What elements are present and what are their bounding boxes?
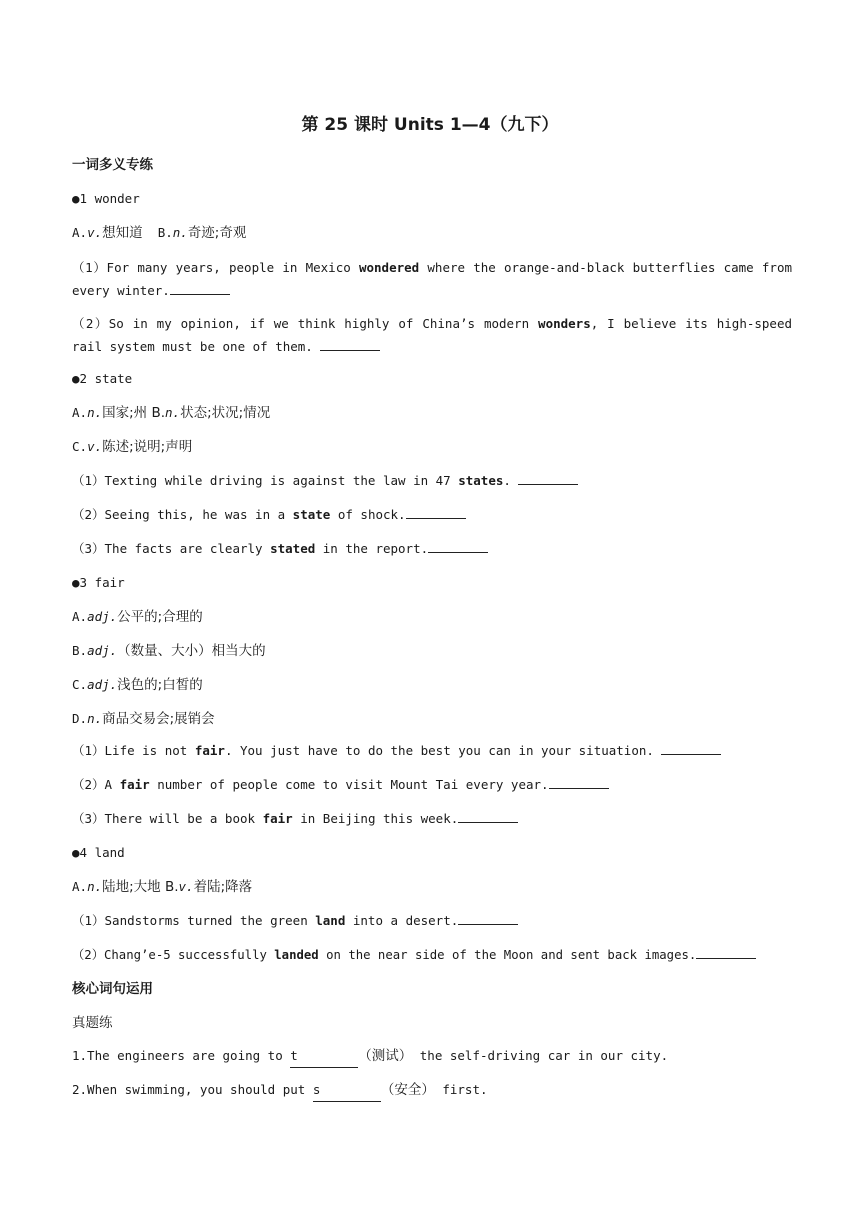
definition-fair-b: B.adj.（数量、大小）相当大的 xyxy=(72,643,266,659)
definitions-state-ab: A.n.国家;州 B.n.状态;状况;情况 xyxy=(72,405,271,421)
exercise-1: 1.The engineers are going to t （测试） the self-driving car in our city. xyxy=(72,1045,792,1068)
sentence-wonder-1: （1）For many years, people in Mexico wondered where the orange-and-black butterflies came from every winter. xyxy=(72,260,792,298)
sentence-land-1: （1）Sandstorms turned the green land into a desert. xyxy=(72,910,792,932)
sentence-wonder-2: （2）So in my opinion, if we think highly of China’s modern wonders, I believe its high-speed rail system must be one of them. xyxy=(72,316,793,354)
answer-blank[interactable]: t xyxy=(290,1045,358,1068)
sentence-state-2: （2）Seeing this, he was in a state of shock. xyxy=(72,504,792,526)
definition-fair-d: D.n.商品交易会;展销会 xyxy=(72,711,215,727)
answer-blank[interactable] xyxy=(696,946,756,959)
sentence-fair-1: （1）Life is not fair. You just have to do the best you can in your situation. xyxy=(72,740,792,762)
page-title: 第 25 课时 Units 1—4（九下） xyxy=(301,115,559,135)
section-heading-polysemy: 一词多义专练 xyxy=(72,157,153,173)
answer-blank[interactable] xyxy=(661,742,721,755)
answer-blank[interactable] xyxy=(170,282,230,295)
answer-blank[interactable] xyxy=(518,472,578,485)
word-head-state: ●2 state xyxy=(72,371,133,386)
definitions-wonder: A.v.想知道 B.n.奇迹;奇观 xyxy=(72,225,247,241)
answer-blank[interactable] xyxy=(458,810,518,823)
definitions-land: A.n.陆地;大地 B.v.着陆;降落 xyxy=(72,879,253,895)
sentence-state-3: （3）The facts are clearly stated in the report. xyxy=(72,538,792,560)
sentence-fair-2: （2）A fair number of people come to visit Mount Tai every year. xyxy=(72,774,792,796)
definitions-state-c: C.v.陈述;说明;声明 xyxy=(72,439,193,455)
definition-fair-a: A.adj.公平的;合理的 xyxy=(72,609,203,625)
section-heading-core: 核心词句运用 xyxy=(72,981,153,997)
sentence-state-1: （1）Texting while driving is against the law in 47 states. xyxy=(72,470,792,492)
answer-blank[interactable]: s xyxy=(313,1079,381,1102)
answer-blank[interactable] xyxy=(458,912,518,925)
sentence-land-2: （2）Chang’e-5 successfully landed on the near side of the Moon and sent back images. xyxy=(72,944,792,966)
exercise-2: 2.When swimming, you should put s （安全） first. xyxy=(72,1079,792,1102)
word-head-wonder: ●1 wonder xyxy=(72,191,140,206)
answer-blank[interactable] xyxy=(320,338,380,351)
word-head-land: ●4 land xyxy=(72,845,125,860)
word-head-fair: ●3 fair xyxy=(72,575,125,590)
subheading-past-exam: 真题练 xyxy=(72,1015,113,1031)
answer-blank[interactable] xyxy=(406,506,466,519)
answer-blank[interactable] xyxy=(549,776,609,789)
answer-blank[interactable] xyxy=(428,540,488,553)
definition-fair-c: C.adj.浅色的;白皙的 xyxy=(72,677,203,693)
sentence-fair-3: （3）There will be a book fair in Beijing this week. xyxy=(72,808,792,830)
